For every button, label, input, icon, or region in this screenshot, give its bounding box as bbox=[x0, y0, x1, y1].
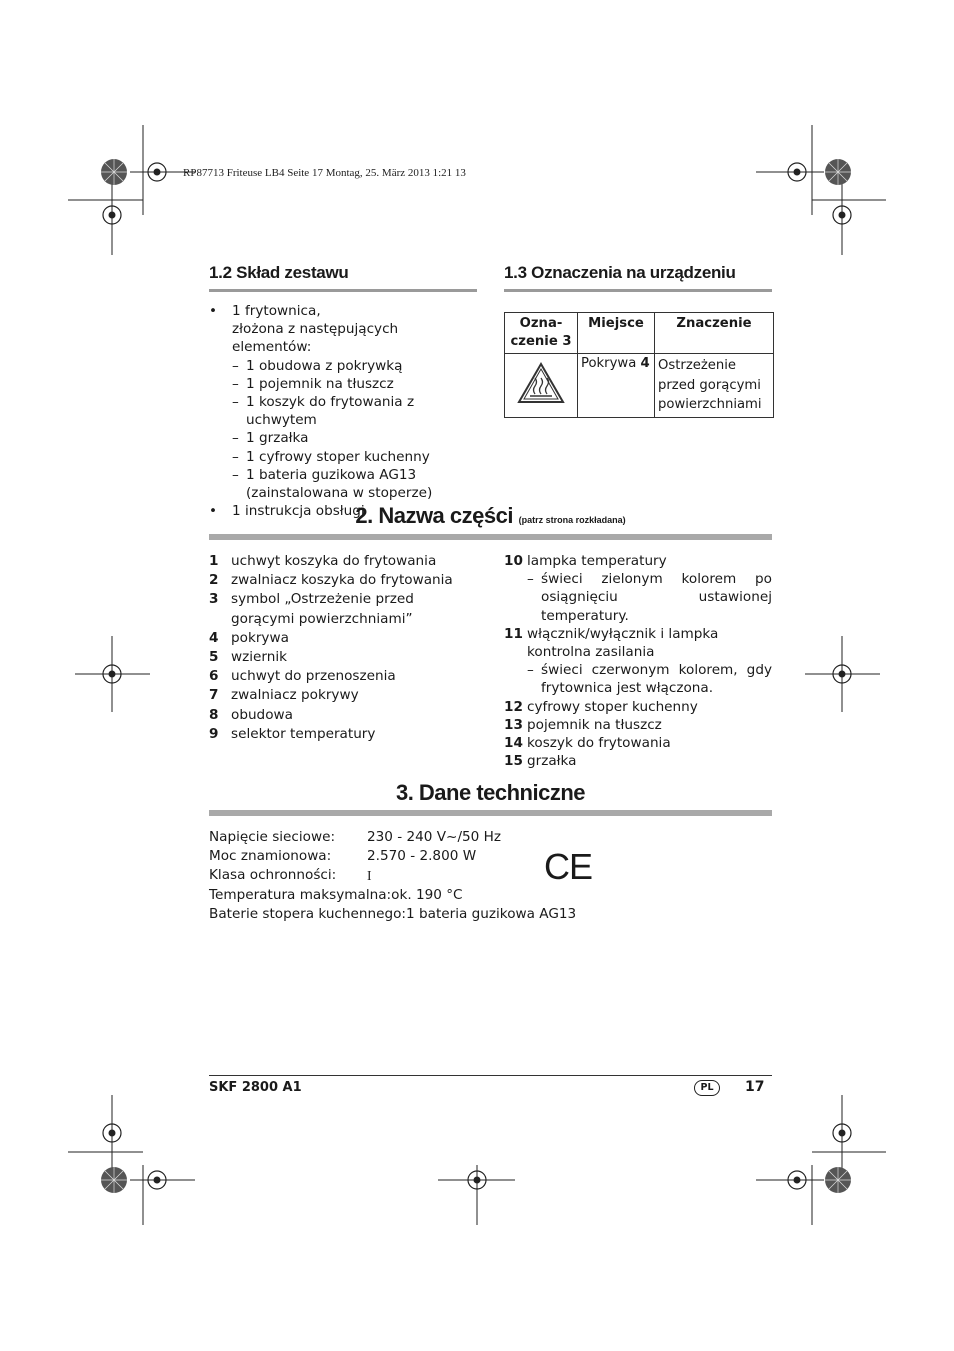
part-label: cyfrowy stoper kuchenny bbox=[527, 698, 698, 715]
list-bullet: – bbox=[232, 466, 239, 483]
part-number: 4 bbox=[209, 629, 219, 646]
part-number: 15 bbox=[504, 753, 523, 770]
contents-list bbox=[209, 302, 477, 520]
section-2-rule bbox=[209, 534, 772, 540]
list-item bbox=[209, 302, 477, 320]
list-item-text: 1 instrukcja obsługi bbox=[232, 503, 365, 520]
parts-list-right bbox=[504, 552, 772, 770]
section-1-3-title: 1.3 Oznaczenia na urządzeniu bbox=[504, 263, 736, 282]
section-1-2-title: 1.2 Skład zestawu bbox=[209, 263, 349, 282]
footer-model: SKF 2800 A1 bbox=[209, 1080, 302, 1095]
spec-value: 2.570 - 2.800 W bbox=[367, 848, 477, 865]
part-label: włącznik/wyłącznik i lampka kontrolna zasilania bbox=[527, 625, 719, 661]
table-header-place: Miejsce bbox=[578, 313, 655, 354]
language-badge: PL bbox=[694, 1080, 720, 1096]
part-label: selektor temperatury bbox=[231, 725, 376, 742]
hot-surface-warning-icon bbox=[516, 361, 566, 405]
markings-table bbox=[504, 312, 774, 418]
list-item-text: 1 frytownica, bbox=[232, 303, 321, 319]
spec-label: Baterie stopera kuchennego: bbox=[209, 905, 407, 922]
part-number: 7 bbox=[209, 687, 219, 704]
part-number: 8 bbox=[209, 706, 219, 723]
part-item bbox=[504, 752, 772, 770]
section-1-2-rule bbox=[209, 289, 477, 292]
list-item-text: 1 grzałka bbox=[246, 430, 309, 447]
part-label: lampka temperatury bbox=[527, 553, 667, 569]
part-label: uchwyt do przenoszenia bbox=[231, 668, 396, 685]
section-2-title: 2. Nazwa części (patrz strona rozkładana) bbox=[355, 503, 626, 528]
list-bullet: • bbox=[209, 303, 218, 319]
part-label: zwalniacz pokrywy bbox=[231, 687, 359, 704]
part-note: – świeci czerwonym kolorem, gdy frytownica jest włączona. bbox=[527, 662, 772, 697]
part-number: 3 bbox=[209, 591, 219, 608]
part-item bbox=[209, 571, 477, 590]
part-item bbox=[209, 725, 477, 744]
list-item-text: 1 bateria guzikowa AG13 bbox=[246, 466, 417, 483]
section-3-title: 3. Dane techniczne bbox=[395, 780, 586, 805]
spec-value: 1 bateria guzikowa AG13 bbox=[406, 905, 577, 922]
part-item bbox=[209, 629, 477, 648]
part-number: 14 bbox=[504, 735, 523, 752]
footer-rule bbox=[209, 1075, 772, 1076]
list-bullet: – bbox=[232, 357, 239, 374]
part-item bbox=[504, 734, 772, 752]
table-header-meaning: Znaczenie bbox=[655, 313, 774, 354]
part-label: pokrywa bbox=[231, 629, 289, 646]
part-item bbox=[209, 590, 477, 628]
table-cell-meaning: Ostrzeżenie przed gorącymi powierzchniami bbox=[655, 354, 774, 418]
list-bullet: – bbox=[232, 394, 239, 411]
section-1-3-rule bbox=[504, 289, 772, 292]
spec-row bbox=[209, 905, 609, 924]
part-number: 6 bbox=[209, 668, 219, 685]
spec-value: ok. 190 °C bbox=[391, 886, 463, 903]
list-item bbox=[209, 320, 477, 356]
part-item bbox=[504, 716, 772, 734]
part-label: koszyk do frytowania bbox=[527, 735, 671, 752]
ce-mark: CE bbox=[544, 846, 593, 887]
list-item bbox=[209, 393, 477, 429]
part-label: pojemnik na tłuszcz bbox=[527, 716, 662, 733]
part-item bbox=[504, 625, 772, 661]
list-bullet: – bbox=[232, 430, 239, 447]
list-item bbox=[209, 448, 477, 466]
list-bullet: – bbox=[232, 375, 239, 392]
part-number: 10 bbox=[504, 553, 523, 569]
part-number: 9 bbox=[209, 725, 219, 742]
part-note: – świeci zielonym kolorem po osiągnięciu ustawionej temperatury. bbox=[527, 571, 772, 624]
part-number: 12 bbox=[504, 698, 523, 715]
list-item bbox=[209, 466, 477, 484]
list-item-text: złożona z następujących elementów: bbox=[232, 321, 399, 356]
spec-value: I bbox=[367, 868, 372, 884]
list-item bbox=[209, 429, 477, 447]
parts-list-left bbox=[209, 552, 477, 744]
list-item bbox=[209, 484, 477, 502]
table-cell-place: Pokrywa 4 bbox=[578, 354, 655, 418]
spec-label: Napięcie sieciowe: bbox=[209, 829, 336, 845]
list-item-text: 1 cyfrowy stoper kuchenny bbox=[246, 448, 430, 465]
list-item-text: (zainstalowana w stoperze) bbox=[246, 485, 433, 502]
spec-label: Klasa ochronności: bbox=[209, 867, 337, 884]
table-header-marking: Ozna- czenie 3 bbox=[505, 313, 578, 354]
part-item bbox=[209, 706, 477, 725]
spec-row bbox=[209, 828, 609, 847]
list-item-text: 1 obudowa z pokrywką bbox=[246, 357, 403, 374]
part-label: wziernik bbox=[231, 649, 288, 666]
list-item-text: 1 koszyk do frytowania z uchwytem bbox=[246, 394, 415, 429]
list-item bbox=[209, 375, 477, 393]
spec-label: Moc znamionowa: bbox=[209, 848, 332, 865]
part-label: grzałka bbox=[527, 753, 577, 770]
part-item bbox=[504, 698, 772, 716]
part-item bbox=[209, 667, 477, 686]
part-number: 2 bbox=[209, 572, 219, 589]
section-3-rule bbox=[209, 810, 772, 816]
part-number: 13 bbox=[504, 716, 523, 733]
print-header: RP87713 Friteuse LB4 Seite 17 Montag, 25. März 2013 1:21 13 bbox=[183, 167, 466, 179]
spec-label: Temperatura maksymalna: bbox=[209, 886, 392, 903]
part-number: 5 bbox=[209, 649, 219, 666]
part-label: obudowa bbox=[231, 706, 293, 723]
part-item bbox=[209, 648, 477, 667]
part-item bbox=[504, 552, 772, 570]
list-bullet: – bbox=[232, 448, 239, 465]
part-label: zwalniacz koszyka do frytowania bbox=[231, 572, 453, 589]
table-cell-symbol bbox=[505, 354, 578, 418]
part-label: symbol „Ostrzeżenie przed gorącymi powierzchniami” bbox=[231, 591, 414, 627]
list-item bbox=[209, 357, 477, 375]
part-item bbox=[209, 552, 477, 571]
part-number: 1 bbox=[209, 553, 219, 569]
list-item-text: 1 pojemnik na tłuszcz bbox=[246, 375, 394, 392]
spec-value: 230 - 240 V~/50 Hz bbox=[367, 829, 502, 845]
page-number: 17 bbox=[745, 1079, 765, 1095]
list-bullet: • bbox=[209, 503, 218, 520]
part-label: uchwyt koszyka do frytowania bbox=[231, 553, 437, 569]
part-item bbox=[209, 686, 477, 705]
part-number: 11 bbox=[504, 625, 523, 642]
spec-row bbox=[209, 886, 609, 905]
